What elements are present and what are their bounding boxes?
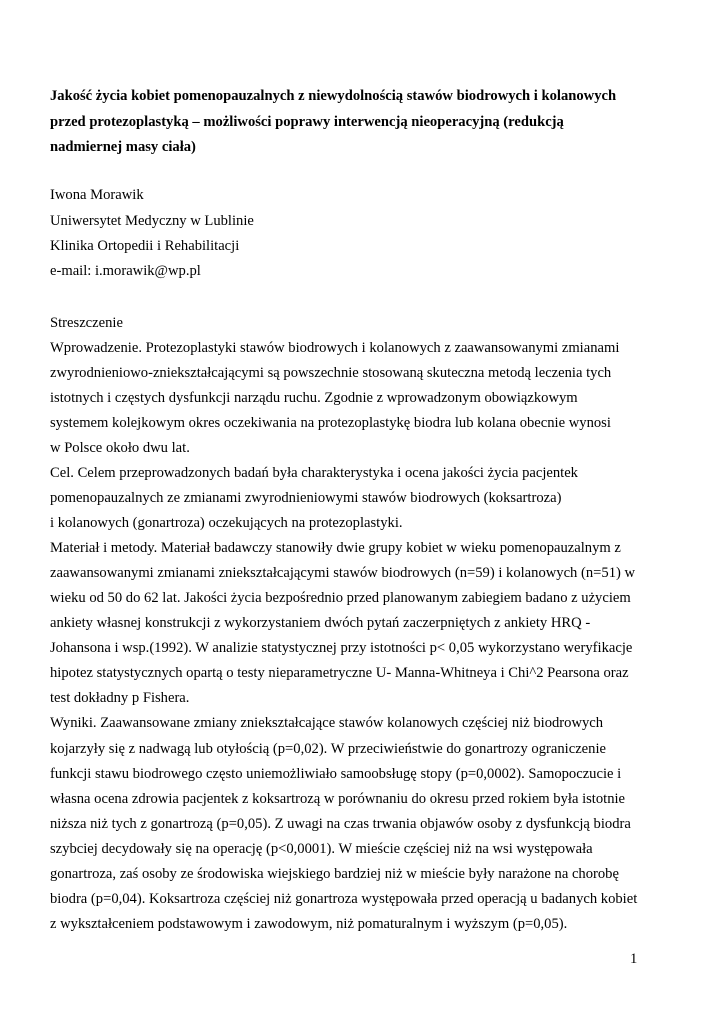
body-line: niższa niż tych z gonartrozą (p=0,05). Z uwagi na czas trwania objawów osoby z dysfunkcją biodra xyxy=(50,816,631,832)
body-line: funkcji stawu biodrowego często uniemożliwiało samoobsługę stopy (p=0,0002). Samopoczucie i xyxy=(50,766,622,782)
body-line: systemem kolejkowym okres oczekiwania na protezoplastykę biodra lub kolana obecnie wynosi xyxy=(50,415,611,431)
body-line: wieku od 50 do 62 lat. Jakości życia bezpośrednio przed planowanym zabiegiem badano z użyciem xyxy=(50,590,631,606)
body-line: w Polsce około dwu lat. xyxy=(50,440,190,456)
body-line: hipotez statystycznych opartą o testy nieparametryczne U- Manna-Whitneya i Chi^2 Pearsona oraz xyxy=(50,665,629,681)
body-line: i kolanowych (gonartroza) oczekujących na protezoplastyki. xyxy=(50,515,403,531)
body-line: zaawansowanymi zmianami zniekształcającymi stawów biodrowych (n=59) i kolanowych (n=51) w xyxy=(50,565,636,581)
body-line: istotnych i częstych dysfunkcji narządu ruchu. Zgodnie z wprowadzonym obowiązkowym xyxy=(50,390,578,406)
author-clinic: Klinika Ortopedii i Rehabilitacji xyxy=(50,238,240,254)
title-line: nadmiernej masy ciała) xyxy=(50,139,196,155)
author-university: Uniwersytet Medyczny w Lublinie xyxy=(50,213,254,229)
body-line: z wykształceniem podstawowym i zawodowym, niż pomaturalnym i wyższym (p=0,05). xyxy=(50,916,568,932)
author-email[interactable]: e-mail: i.morawik@wp.pl xyxy=(50,263,201,279)
abstract-heading: Streszczenie xyxy=(50,315,123,331)
body-line: Cel. Celem przeprowadzonych badań była charakterystyka i ocena jakości życia pacjentek xyxy=(50,465,578,481)
body-line: biodra (p=0,04). Koksartroza częściej niż gonartroza występowała przed operacją u badanych kobiet xyxy=(50,891,638,907)
body-line: ankiety własnej konstrukcji z wykorzystaniem dwóch pytań zaczerpniętych z ankiety HRQ - xyxy=(50,615,591,631)
author-name: Iwona Morawik xyxy=(50,187,144,203)
body-line: Materiał i metody. Materiał badawczy stanowiły dwie grupy kobiet w wieku pomenopauzalnym z xyxy=(50,540,621,556)
body-line: własna ocena zdrowia pacjentek z koksartrozą w porównaniu do okresu przed rokiem była istotnie xyxy=(50,791,626,807)
paper-title xyxy=(50,84,650,161)
page-number: 1 xyxy=(630,951,638,967)
title-line: Jakość życia kobiet pomenopauzalnych z niewydolnością stawów biodrowych i kolanowych xyxy=(50,88,617,104)
body-line: Wprowadzenie. Protezoplastyki stawów biodrowych i kolanowych z zaawansowanymi zmianami xyxy=(50,340,620,356)
body-line: zwyrodnieniowo-zniekształcającymi są powszechnie stosowaną skuteczna metodą leczenia tych xyxy=(50,365,612,381)
body-line: gonartroza, zaś osoby ze środowiska wiejskiego bardziej niż w mieście były narażone na chorobę xyxy=(50,866,619,882)
body-line: kojarzyły się z nadwagą lub otyłością (p=0,02). W przeciwieństwie do gonartrozy ograniczenie xyxy=(50,741,606,757)
body-line: szybciej decydowały się na operację (p<0,0001). W mieście częściej niż na wsi występowała xyxy=(50,841,593,857)
title-line: przed protezoplastyką – możliwości poprawy interwencją nieoperacyjną (redukcją xyxy=(50,113,564,130)
body-line: test dokładny p Fishera. xyxy=(50,690,190,706)
body-line: Wyniki. Zaawansowane zmiany zniekształcające stawów kolanowych częściej niż biodrowych xyxy=(50,715,604,731)
body-line: pomenopauzalnych ze zmianami zwyrodnieniowymi stawów biodrowych (koksartroza) xyxy=(50,490,562,506)
body-line: Johansona i wsp.(1992). W analizie statystycznej przy istotności p< 0,05 wykorzystano weryfikacje xyxy=(50,640,633,656)
